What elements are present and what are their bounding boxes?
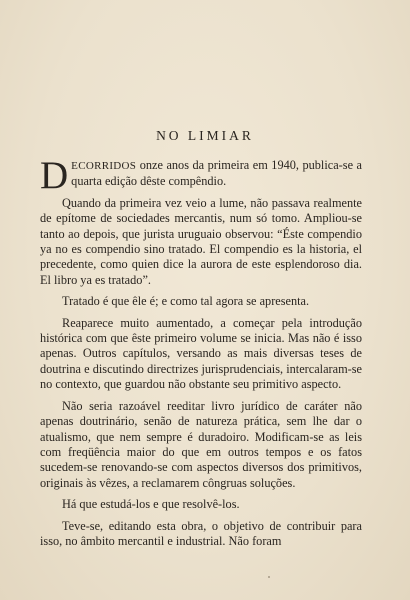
page-title: NO LIMIAR <box>156 128 254 143</box>
paragraph: Teve-se, editando esta obra, o objetivo de contribuir para isso, no âmbito mercantil e industrial. Não foram <box>40 518 362 548</box>
paragraph <box>40 154 362 197</box>
paragraph-text: onze anos da primeira em 1940, publica-se a quarta edição dêste compêndio. <box>71 158 362 189</box>
paragraph: Tratado é que êle é; e como tal agora se apresenta. <box>62 294 310 309</box>
paragraph: Há que estudá-los e que resolvê-los. <box>62 497 240 512</box>
paragraph: Reaparece muito aumentado, a começar pela introdução histórica com que êste primeiro volume se inicia. Mas não é isso apenas. Outros capítulos, versando as mais diversas teses de doutrina e discutindo directrizes jurisprudenciais, intercalaram-se no contexto, que guardou não obstante seu primitivo aspecto. <box>40 315 362 392</box>
first-word: ECORRIDOS <box>71 160 137 172</box>
paper-speck <box>268 576 270 578</box>
paragraph: Quando da primeira vez veio a lume, não passava realmente de epítome de sociedades mercantis, num só tomo. Ampliou-se tanto ao depois, que jurista uruguaio observou: “Éste compendio ya no es compendio sino tratado. El compendio es la historia, el precedente, como quien dice la aurora de este esplendoroso dia. El libro ya es tratado”. <box>40 195 362 287</box>
drop-cap: D <box>40 154 69 197</box>
paragraph: Não seria razoável reeditar livro jurídico de caráter não apenas doutrinário, senão de natureza prática, sem lhe dar o atualismo, que nem sempre é duradoiro. Modificam-se as leis com freqüência maior do que em outros tempos e os fatos sucedem-se renovando-se com aspectos diversos dos primitivos, originais às vêzes, a reclamarem côngruas soluções. <box>40 398 362 490</box>
body-text <box>40 154 362 555</box>
